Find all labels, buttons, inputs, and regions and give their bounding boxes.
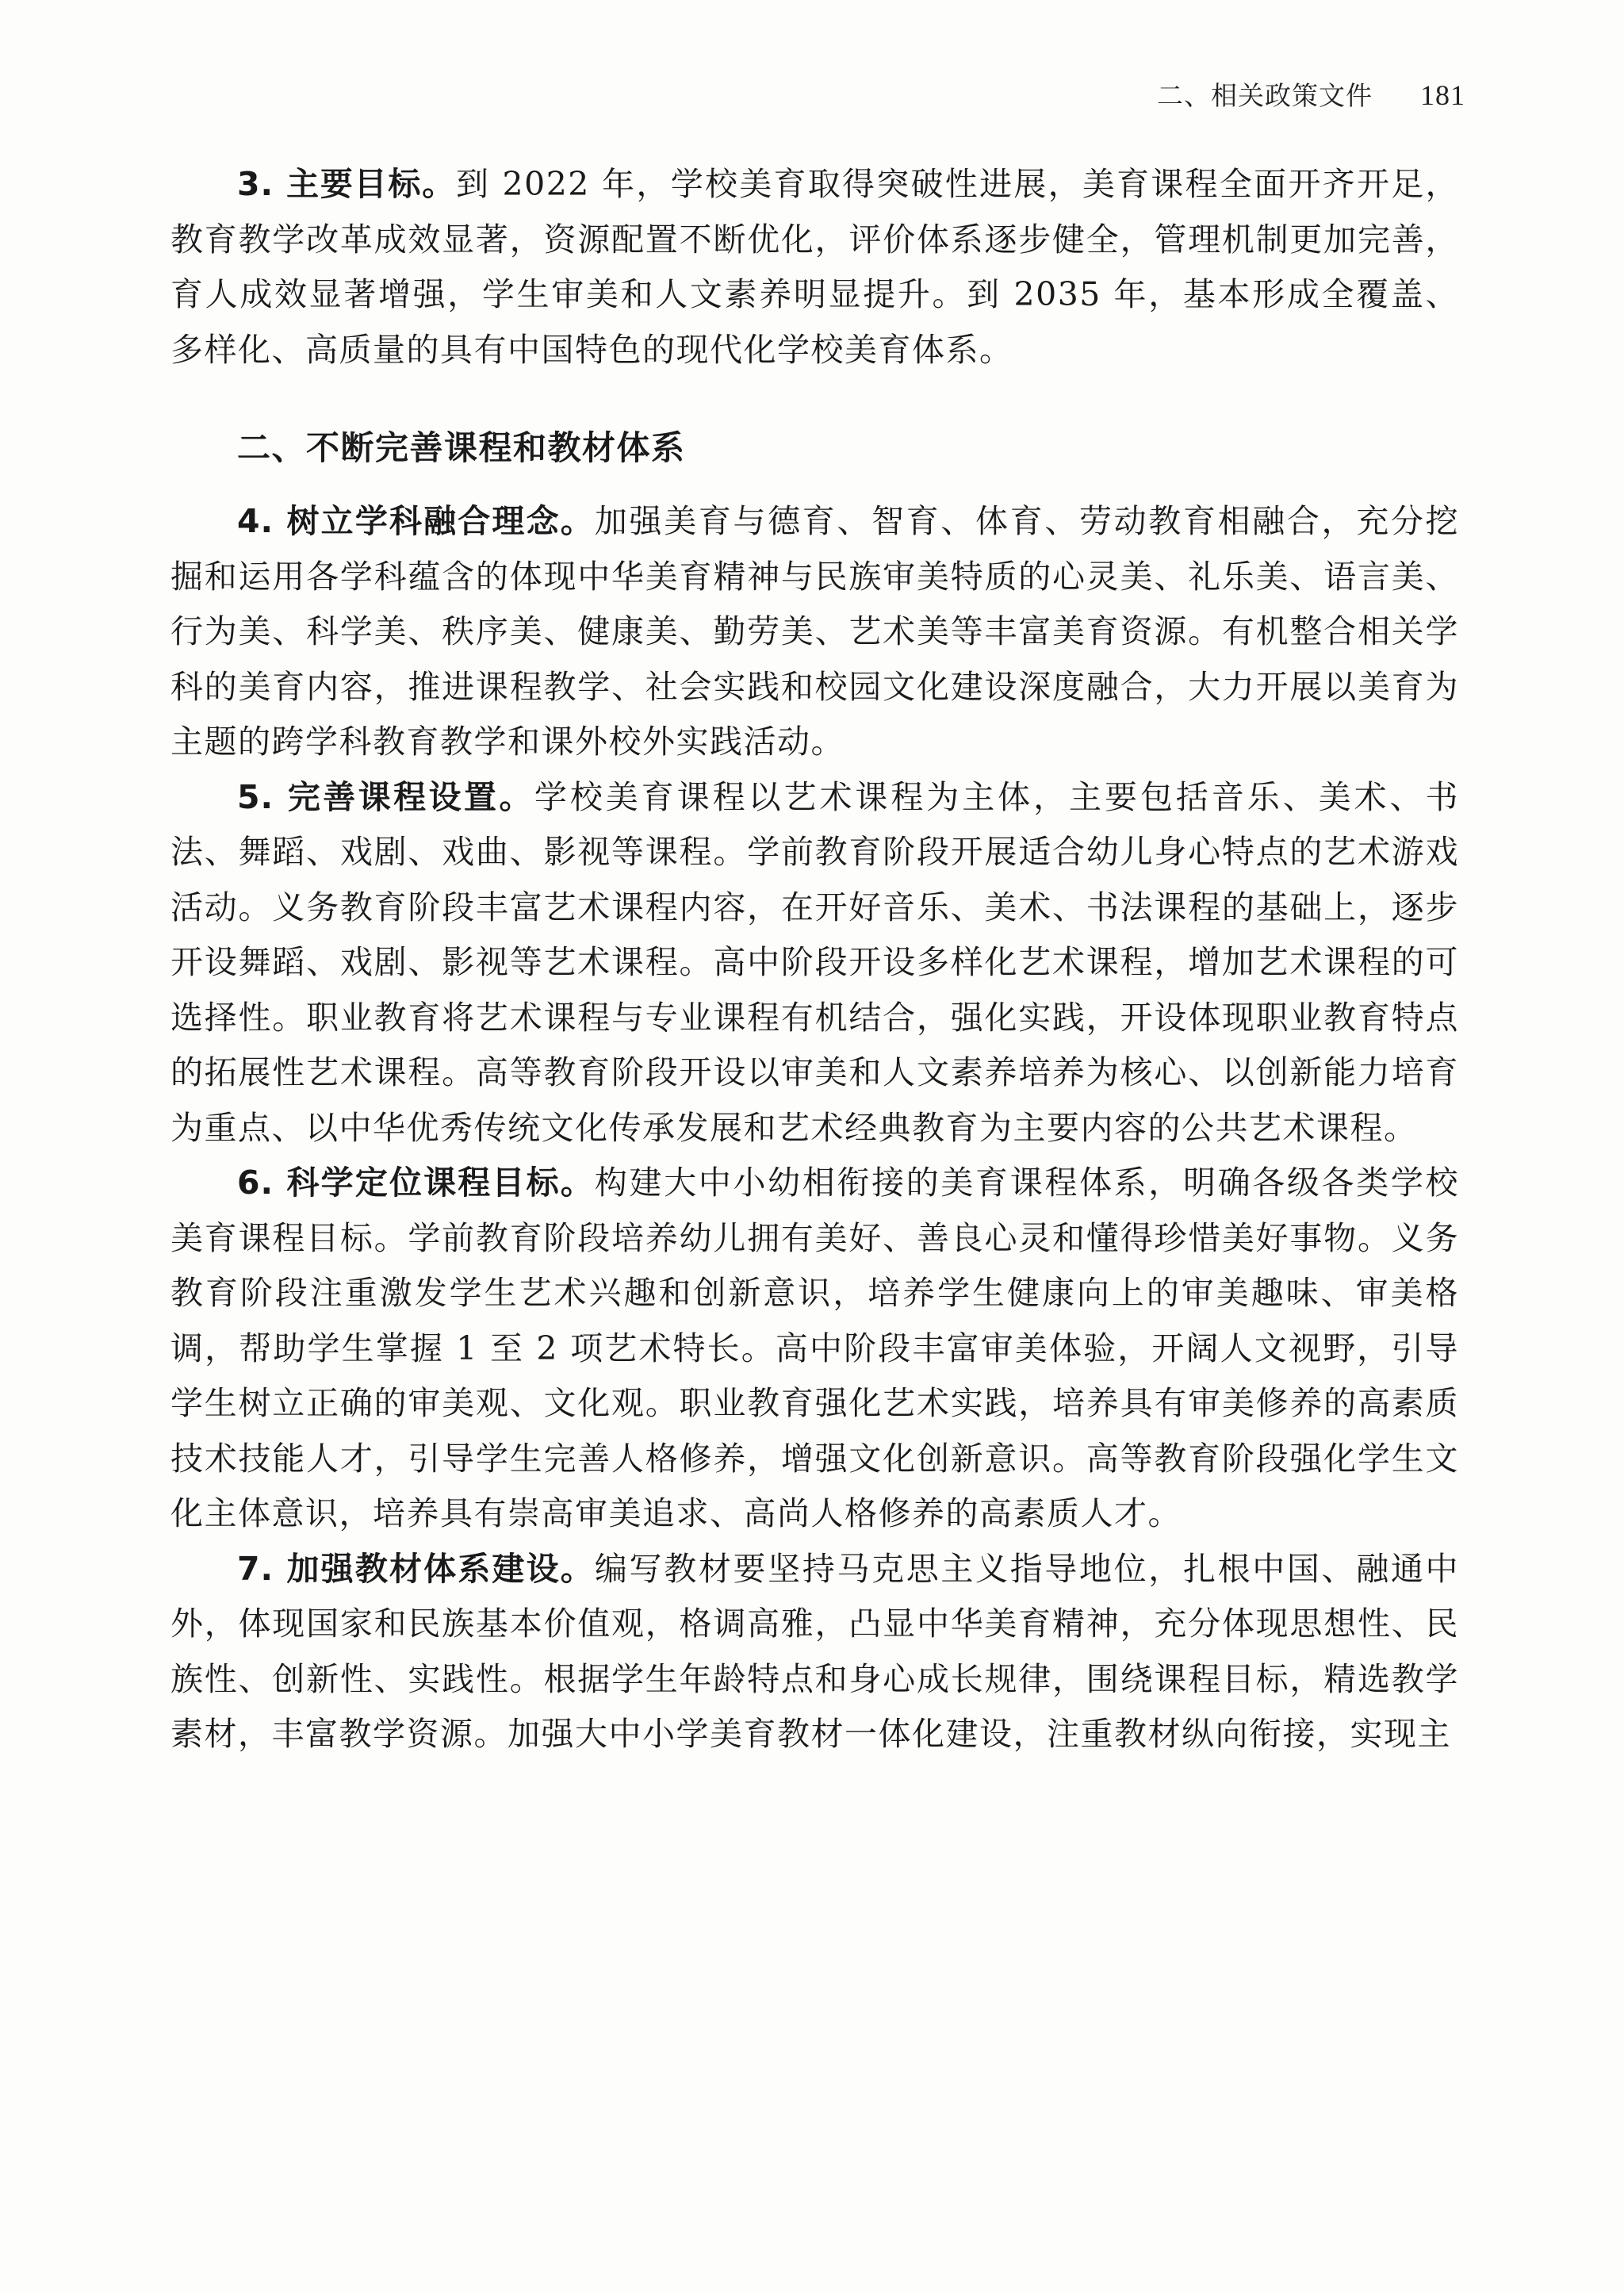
paragraph-lead: 6. 科学定位课程目标。 — [237, 1164, 595, 1202]
paragraph-interdisciplinary — [170, 494, 1459, 770]
paragraph-lead: 5. 完善课程设置。 — [237, 777, 534, 816]
paragraph-text: 到 2022 年，学校美育取得突破性进展，美育课程全面开齐开足，教育教学改革成效显著，资源配置不断优化，评价体系逐步健全，管理机制更加完善，育人成效显著增强，学生审美和人文素养明显提升。到 2035 年，基本形成全覆盖、多样化、高质量的具有中国特色的现代化学校美育体系。 — [170, 165, 1459, 369]
running-header — [1157, 75, 1465, 113]
paragraph-curriculum-setup — [170, 770, 1459, 1156]
paragraph-text: 加强美育与德育、智育、体育、劳动教育相融合，充分挖掘和运用各学科蕴含的体现中华美育精神与民族审美特质的心灵美、礼乐美、语言美、行为美、科学美、秩序美、健康美、勤劳美、艺术美等丰富美育资源。有机整合相关学科的美育内容，推进课程教学、社会实践和校园文化建设深度融合，大力开展以美育为主题的跨学科教育教学和课外校外实践活动。 — [170, 502, 1459, 761]
paragraph-main-goals — [170, 157, 1459, 378]
paragraph-textbook-system — [170, 1542, 1459, 1762]
paragraph-curriculum-goals — [170, 1156, 1459, 1542]
paragraph-text: 构建大中小幼相衔接的美育课程体系，明确各级各类学校美育课程目标。学前教育阶段培养幼儿拥有美好、善良心灵和懂得珍惜美好事物。义务教育阶段注重激发学生艺术兴趣和创新意识，培养学生健康向上的审美趣味、审美格调，帮助学生掌握 1 至 2 项艺术特长。高中阶段丰富审美体验，开阔人文视野，引导学生树立正确的审美观、文化观。职业教育强化艺术实践，培养具有审美修养的高素质技术技能人才，引导学生完善人格修养，增强文化创新意识。高等教育阶段强化学生文化主体意识，培养具有崇高审美追求、高尚人格修养的高素质人才。 — [170, 1164, 1459, 1532]
header-section-title: 二、相关政策文件 — [1157, 80, 1373, 111]
paragraph-text: 学校美育课程以艺术课程为主体，主要包括音乐、美术、书法、舞蹈、戏剧、戏曲、影视等课程。学前教育阶段开展适合幼儿身心特点的艺术游戏活动。义务教育阶段丰富艺术课程内容，在开好音乐、美术、书法课程的基础上，逐步开设舞蹈、戏剧、影视等艺术课程。高中阶段开设多样化艺术课程，增加艺术课程的可选择性。职业教育将艺术课程与专业课程有机结合，强化实践，开设体现职业教育特点的拓展性艺术课程。高等教育阶段开设以审美和人文素养培养为核心、以创新能力培育为重点、以中华优秀传统文化传承发展和艺术经典教育为主要内容的公共艺术课程。 — [170, 777, 1459, 1147]
section-heading: 二、不断完善课程和教材体系 — [237, 428, 686, 467]
paragraph-lead: 4. 树立学科融合理念。 — [237, 502, 595, 540]
paragraph-lead: 7. 加强教材体系建设。 — [237, 1549, 595, 1588]
paragraph-text: 编写教材要坚持马克思主义指导地位，扎根中国、融通中外，体现国家和民族基本价值观，格调高雅，凸显中华美育精神，充分体现思想性、民族性、创新性、实践性。根据学生年龄特点和身心成长规律，围绕课程目标，精选教学素材，丰富教学资源。加强大中小学美育教材一体化建设，注重教材纵向衔接，实现主 — [170, 1549, 1459, 1753]
page-number: 181 — [1420, 79, 1465, 111]
body-text — [170, 157, 1459, 1762]
paragraph-lead: 3. 主要目标。 — [237, 165, 456, 203]
